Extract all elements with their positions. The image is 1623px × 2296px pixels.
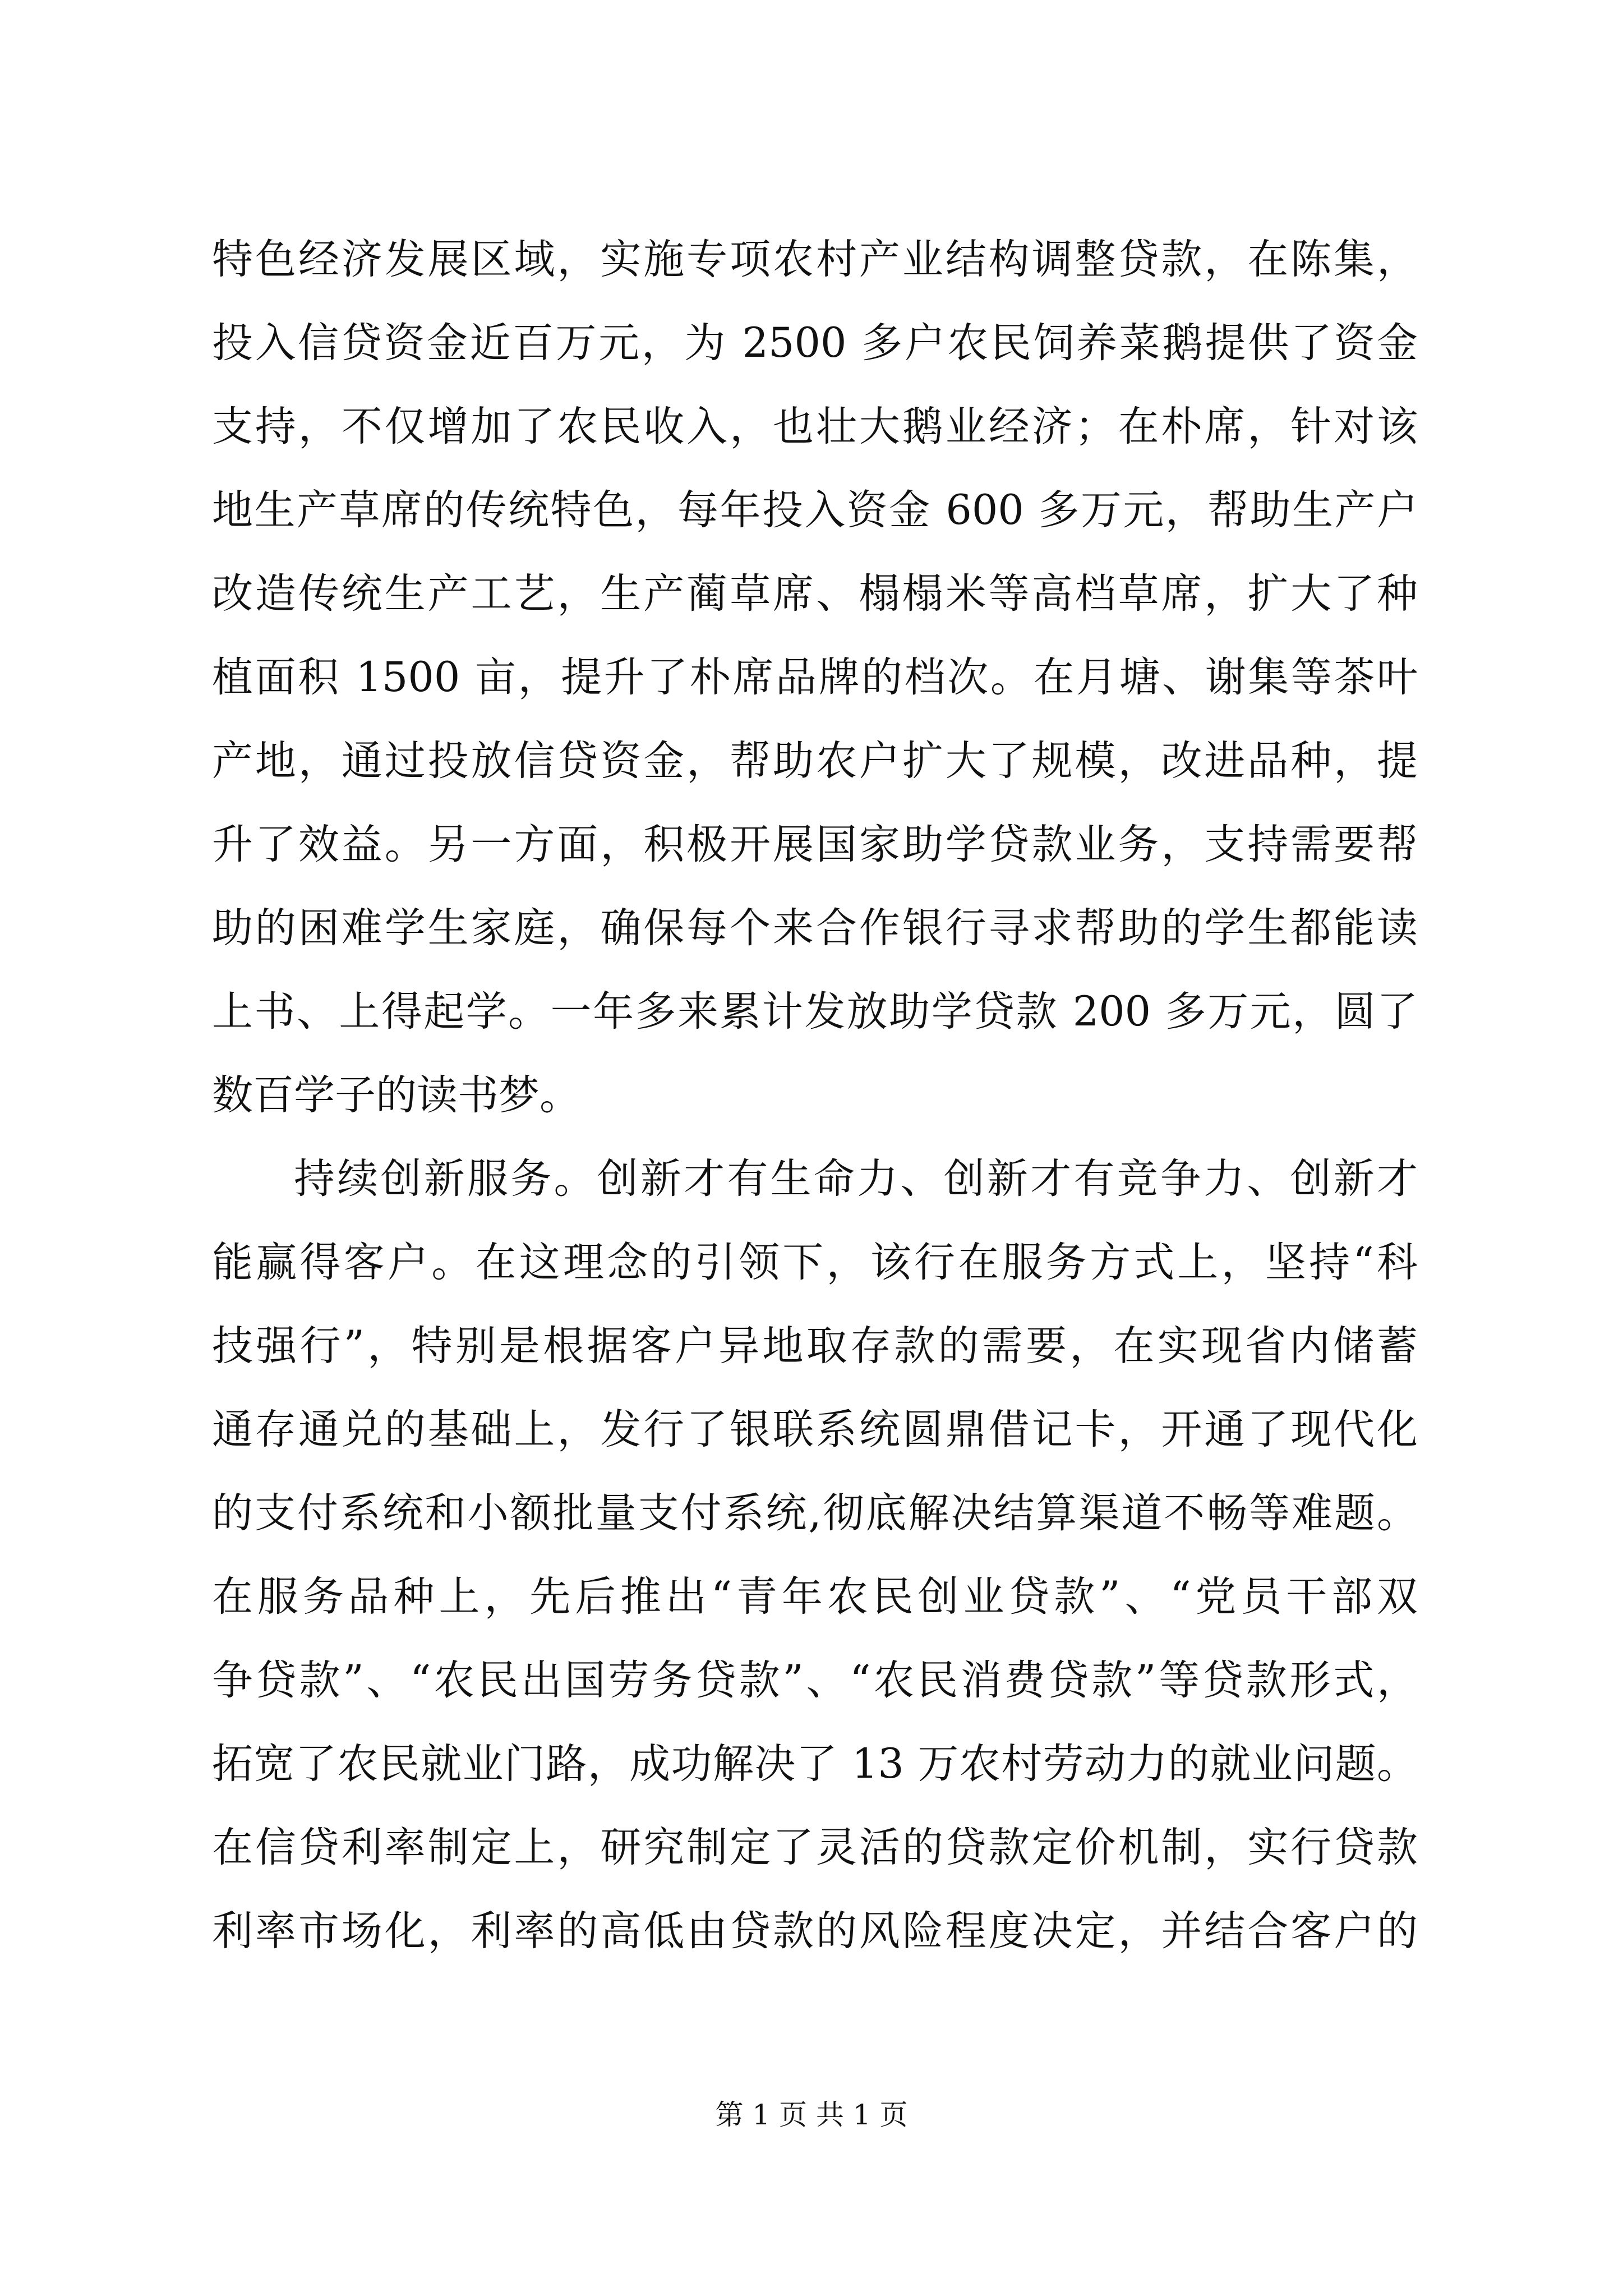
text-line: 利率市场化，利率的高低由贷款的风险程度决定，并结合客户的 (212, 1907, 1418, 1955)
text-line: 的支付系统和小额批量支付系统,彻底解决结算渠道不畅等难题。 (212, 1489, 1418, 1537)
text-line: 通存通兑的基础上，发行了银联系统圆鼎借记卡，开通了现代化 (212, 1406, 1418, 1453)
text-line: 拓宽了农民就业门路，成功解决了 13 万农村劳动力的就业问题。 (212, 1740, 1418, 1788)
page-number-label: 第 1 页 共 1 页 (715, 2099, 908, 2131)
text-line: 在服务品种上，先后推出“青年农民创业贷款”、“党员干部双 (212, 1573, 1418, 1621)
page-footer (0, 2095, 1623, 2134)
text-line: 在信贷利率制定上，研究制定了灵活的贷款定价机制，实行贷款 (212, 1824, 1418, 1871)
text-line: 产地，通过投放信贷资金，帮助农户扩大了规模，改进品种，提 (212, 737, 1418, 785)
text-line: 数百学子的读书梦。 (212, 1071, 580, 1119)
paragraph-start-line: 持续创新服务。创新才有生命力、创新才有竞争力、创新才 (294, 1155, 1418, 1203)
body-text (212, 218, 1418, 1973)
text-line: 特色经济发展区域，实施专项农村产业结构调整贷款，在陈集， (212, 236, 1418, 283)
text-line: 助的困难学生家庭，确保每个来合作银行寻求帮助的学生都能读 (212, 904, 1418, 952)
text-line: 技强行”，特别是根据客户异地取存款的需要，在实现省内储蓄 (212, 1322, 1418, 1370)
text-line: 支持，不仅增加了农民收入，也壮大鹅业经济；在朴席，针对该 (212, 403, 1418, 450)
text-line: 植面积 1500 亩，提升了朴席品牌的档次。在月塘、谢集等茶叶 (212, 654, 1418, 701)
text-line: 地生产草席的传统特色，每年投入资金 600 多万元，帮助生产户 (212, 486, 1418, 534)
text-line: 投入信贷资金近百万元，为 2500 多户农民饲养菜鹅提供了资金 (212, 319, 1418, 367)
text-line: 上书、上得起学。一年多来累计发放助学贷款 200 多万元，圆了 (212, 988, 1418, 1036)
text-line: 争贷款”、“农民出国劳务贷款”、“农民消费贷款”等贷款形式， (212, 1657, 1418, 1704)
text-line: 升了效益。另一方面，积极开展国家助学贷款业务，支持需要帮 (212, 821, 1418, 868)
text-line: 能赢得客户。在这理念的引领下，该行在服务方式上，坚持“科 (212, 1239, 1418, 1286)
text-line: 改造传统生产工艺，生产蔺草席、榻榻米等高档草席，扩大了种 (212, 570, 1418, 618)
